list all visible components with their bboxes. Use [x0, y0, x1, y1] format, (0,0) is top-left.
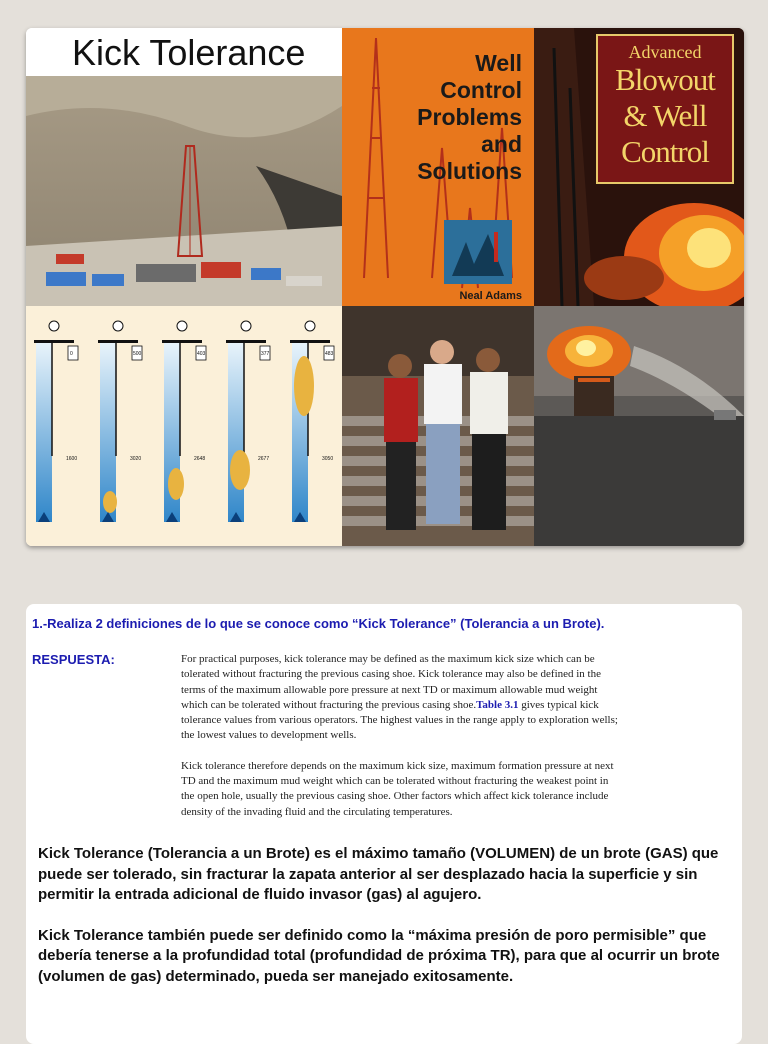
slide-collage	[26, 28, 744, 546]
book2-title-line: Blowout	[615, 62, 715, 97]
drilling-rig-photo	[26, 76, 342, 306]
book2-title-top: Advanced	[628, 42, 702, 62]
well-depth-label: 3020	[130, 456, 142, 462]
well-kick-diagram	[26, 306, 342, 546]
slide-title: Kick Tolerance	[72, 32, 306, 73]
well-depth-label: 2648	[194, 456, 206, 462]
english-text: gives typical kick tolerance values from various operators. The highest values in the range apply to exploration wells; the lowest values to development wells.	[181, 698, 618, 742]
book1-title	[417, 50, 522, 185]
english-definition	[181, 652, 621, 835]
title-box	[26, 28, 342, 76]
book1-title-line: Well	[475, 50, 522, 76]
well-depth-label: 2677	[258, 456, 270, 462]
book1-title-line: and	[481, 131, 522, 157]
gauge-label: 0	[70, 351, 73, 357]
book2-title-line: & Well	[623, 98, 707, 133]
table-reference-link: Table 3.1	[476, 698, 519, 711]
slide-question	[26, 604, 742, 1044]
book-cover-well-control	[342, 28, 534, 306]
well-depth-label: 3050	[322, 456, 334, 462]
book2-title-line: Control	[621, 134, 709, 169]
gauge-label: 403	[197, 351, 206, 357]
book-cover-advanced-blowout	[534, 28, 744, 306]
spanish-paragraph-2: Kick Tolerance también puede ser definido como la “máxima presión de poro permisible” que debería tenerse a la profundidad total (profundidad de próxima TR), para que al ocurrir un brote (volumen de gas) determinado, pueda ser manejado exitosamente.	[38, 926, 720, 985]
book1-title-line: Problems	[417, 104, 522, 130]
gauge-label: 483	[325, 351, 334, 357]
gauge-label: 377	[261, 351, 270, 357]
english-paragraph-2: Kick tolerance therefore depends on the maximum kick size, maximum formation pressure at next TD and the maximum mud weight which can be tolerated without fracturing the weakest point in the open hole, usually the previous casing shoe. Other factors which affect kick tolerance include density of the invading fluid and the circulating temperatures.	[181, 759, 614, 818]
spanish-paragraph-1: Kick Tolerance (Tolerancia a un Brote) es el máximo tamaño (VOLUMEN) de un brote (GAS) que puede ser tolerado, sin fracturar la zapata anterior al ser desplazado hacia la superficie y sin permitir la entrada adicional de fluido invasor (gas) al agujero.	[38, 845, 719, 903]
book1-title-line: Control	[440, 77, 522, 103]
english-text: For practical purposes, kick tolerance may be defined as the maximum kick size which can be tolerated without fracturing the previous casing shoe. Kick tolerance may also be defined in the terms of the maximum allowable pore pressure at next TD or maximum allowable mud weight which can be tolerated without fracturing the previous casing shoe.	[181, 653, 601, 711]
offshore-blowout-photo	[534, 306, 744, 546]
gauge-label: 500	[133, 351, 142, 357]
book2-title-box	[596, 34, 734, 184]
well-depth-label: 1600	[66, 456, 78, 462]
question-text: 1.-Realiza 2 definiciones de lo que se conoce como “Kick Tolerance” (Tolerancia a un Brote).	[32, 616, 605, 631]
book1-title-line: Solutions	[417, 158, 522, 184]
answer-label: RESPUESTA:	[32, 652, 115, 667]
english-paragraph-1	[181, 652, 621, 744]
group-photo	[342, 306, 534, 546]
book1-author: Neal Adams	[459, 290, 522, 302]
spanish-definition	[38, 844, 732, 1007]
